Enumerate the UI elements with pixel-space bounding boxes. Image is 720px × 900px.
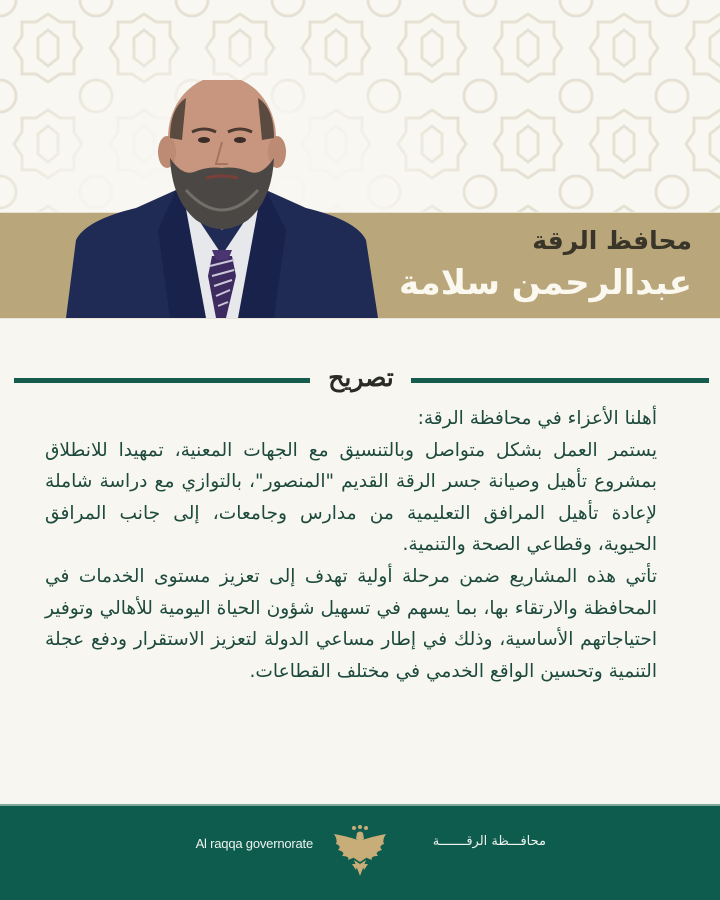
band-divider — [0, 318, 720, 319]
heading-rule-right — [411, 378, 709, 383]
statement-paragraph: تأتي هذه المشاريع ضمن مرحلة أولية تهدف إلى تعزيز مستوى الخدمات في المحافظة والارتقاء بها، بما يسهم في تسهيل شؤون الحياة اليومية للأهالي وتوفير احتياجاتهم الأساسية، وذلك في إطار مساعي الدولة لتعزيز الاستقرار ودفع عجلة التنمية وتحسين الواقع الخدمي في مختلف القطاعات. — [45, 565, 657, 682]
golden-eagle-emblem-icon — [330, 824, 390, 878]
section-heading-row — [0, 360, 720, 400]
governor-role-title: محافظ الرقة — [532, 226, 692, 255]
footer-english-label: Al raqqa governorate — [195, 836, 313, 851]
footer-bar — [0, 806, 720, 900]
statement-greeting: أهلنا الأعزاء في محافظة الرقة: — [417, 408, 657, 429]
statement-paragraph: يستمر العمل بشكل متواصل وبالتنسيق مع الجهات المعنية، تمهيدا للانطلاق بمشروع تأهيل وصيانة جسر الرقة القديم "المنصور"، بالتوازي مع دراسة شاملة لإعادة تأهيل المرافق التعليمية من مدارس وجامعات، إلى جانب المرافق الحيوية، وقطاعي الصحة والتنمية. — [45, 439, 657, 556]
heading-rule-left — [14, 378, 310, 383]
governor-name: عبدالرحمن سلامة — [399, 263, 692, 303]
section-heading: تصريح — [328, 363, 394, 392]
title-block — [372, 222, 692, 306]
portrait-photo-icon — [66, 80, 378, 318]
statement-body — [45, 403, 657, 687]
footer-arabic-label: محافـــظة الرقـــــــة — [432, 834, 546, 849]
governor-portrait — [66, 80, 378, 318]
